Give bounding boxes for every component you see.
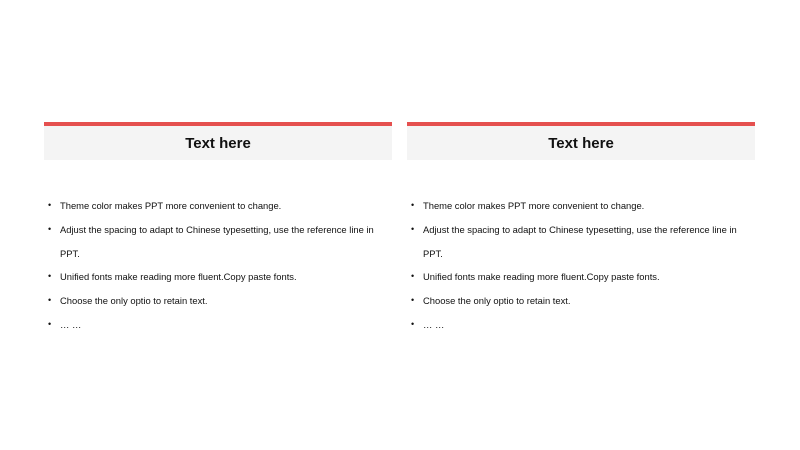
- text-column-right: [407, 122, 755, 330]
- bullet-text: Choose the only optio to retain text.: [60, 295, 208, 307]
- bullet-dot: •: [411, 200, 415, 210]
- bullet-item: [411, 194, 757, 218]
- bullet-text: … …: [423, 318, 445, 330]
- bullet-item: [48, 194, 394, 218]
- bullet-text: Theme color makes PPT more convenient to change.: [423, 200, 645, 211]
- bullet-dot: •: [48, 200, 52, 210]
- bullet-dot: •: [411, 223, 415, 234]
- bullet-dot: •: [411, 318, 415, 329]
- bullet-item: [48, 218, 394, 266]
- text-column-left: [44, 122, 392, 330]
- bullet-text: Adjust the spacing to adapt to Chinese typesetting, use the reference line in PPT.: [60, 223, 374, 259]
- column-title: Text here: [548, 134, 614, 152]
- bullet-text: Unified fonts make reading more fluent.Copy paste fonts.: [60, 271, 297, 283]
- bullet-dot: •: [411, 295, 415, 306]
- column-header: [44, 126, 392, 160]
- bullet-dot: •: [48, 318, 52, 329]
- bullet-list: [48, 194, 394, 337]
- bullet-text: Adjust the spacing to adapt to Chinese typesetting, use the reference line in PPT.: [423, 223, 737, 259]
- bullet-dot: •: [48, 271, 52, 282]
- bullet-item: [411, 313, 757, 337]
- bullet-item: [411, 265, 757, 289]
- column-title: Text here: [185, 134, 251, 152]
- bullet-item: [48, 265, 394, 289]
- bullet-text: Choose the only optio to retain text.: [423, 295, 571, 307]
- bullet-text: Unified fonts make reading more fluent.Copy paste fonts.: [423, 271, 660, 283]
- bullet-item: [48, 289, 394, 313]
- column-header: [407, 126, 755, 160]
- bullet-item: [411, 289, 757, 313]
- bullet-text: Theme color makes PPT more convenient to change.: [60, 200, 282, 211]
- bullet-dot: •: [48, 223, 52, 234]
- bullet-dot: •: [411, 271, 415, 282]
- bullet-item: [48, 313, 394, 337]
- bullet-item: [411, 218, 757, 266]
- bullet-text: … …: [60, 318, 82, 330]
- bullet-dot: •: [48, 295, 52, 306]
- bullet-list: [411, 194, 757, 337]
